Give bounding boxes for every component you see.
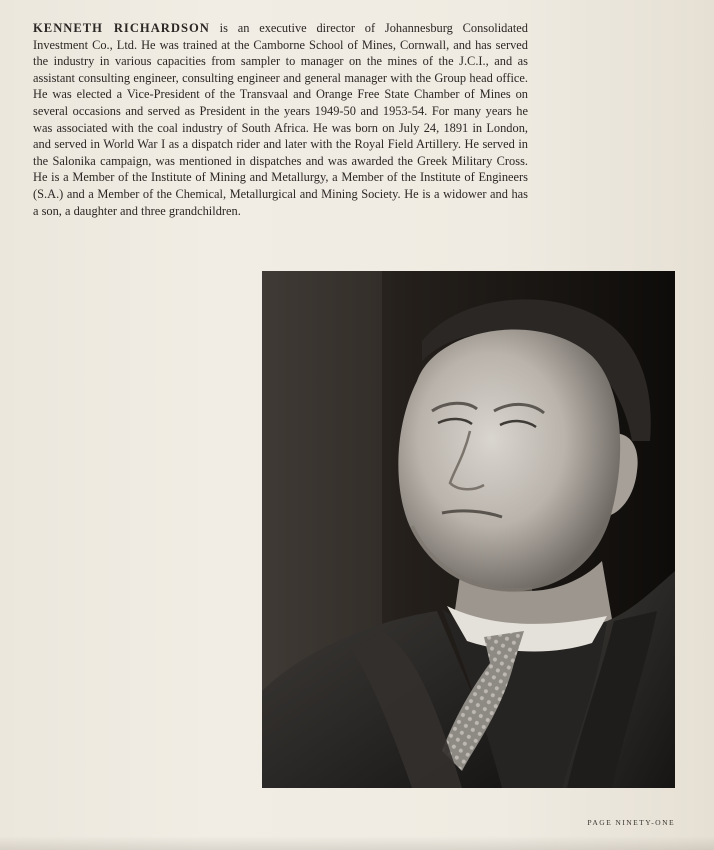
page-bottom-edge (0, 836, 714, 850)
biography-name: KENNETH RICHARDSON (33, 21, 210, 35)
biography-text: is an executive director of Johannesburg Consolidated Investment Co., Ltd. He was trained at the Camborne School of Mines, Cornwall, and has served the industry in various capacities from sampler to manager on the mines of the J.C.I., and as assistant consulting engineer, consulting engineer and general manager with the Group head office. He was elected a Vice-President of the Transvaal and Orange Free State Chamber of Mines on several occasions and served as President in the years 1949-50 and 1953-54. For many years he was associated with the coal industry of South Africa. He was born on July 24, 1891 in London, and served in World War I as a dispatch rider and later with the Royal Field Artillery. He served in the Salonika campaign, was mentioned in dispatches and was awarded the Greek Military Cross. He is a Member of the Institute of Mining and Metallurgy, a Member of the Institute of Engineers (S.A.) and a Member of the Chemical, Metallurgical and Mining Society. He is a widower and has a son, a daughter and three grandchildren. (33, 21, 528, 218)
page-number: PAGE NINETY-ONE (587, 818, 675, 827)
portrait-photo (262, 271, 675, 788)
biography-paragraph (33, 20, 528, 219)
